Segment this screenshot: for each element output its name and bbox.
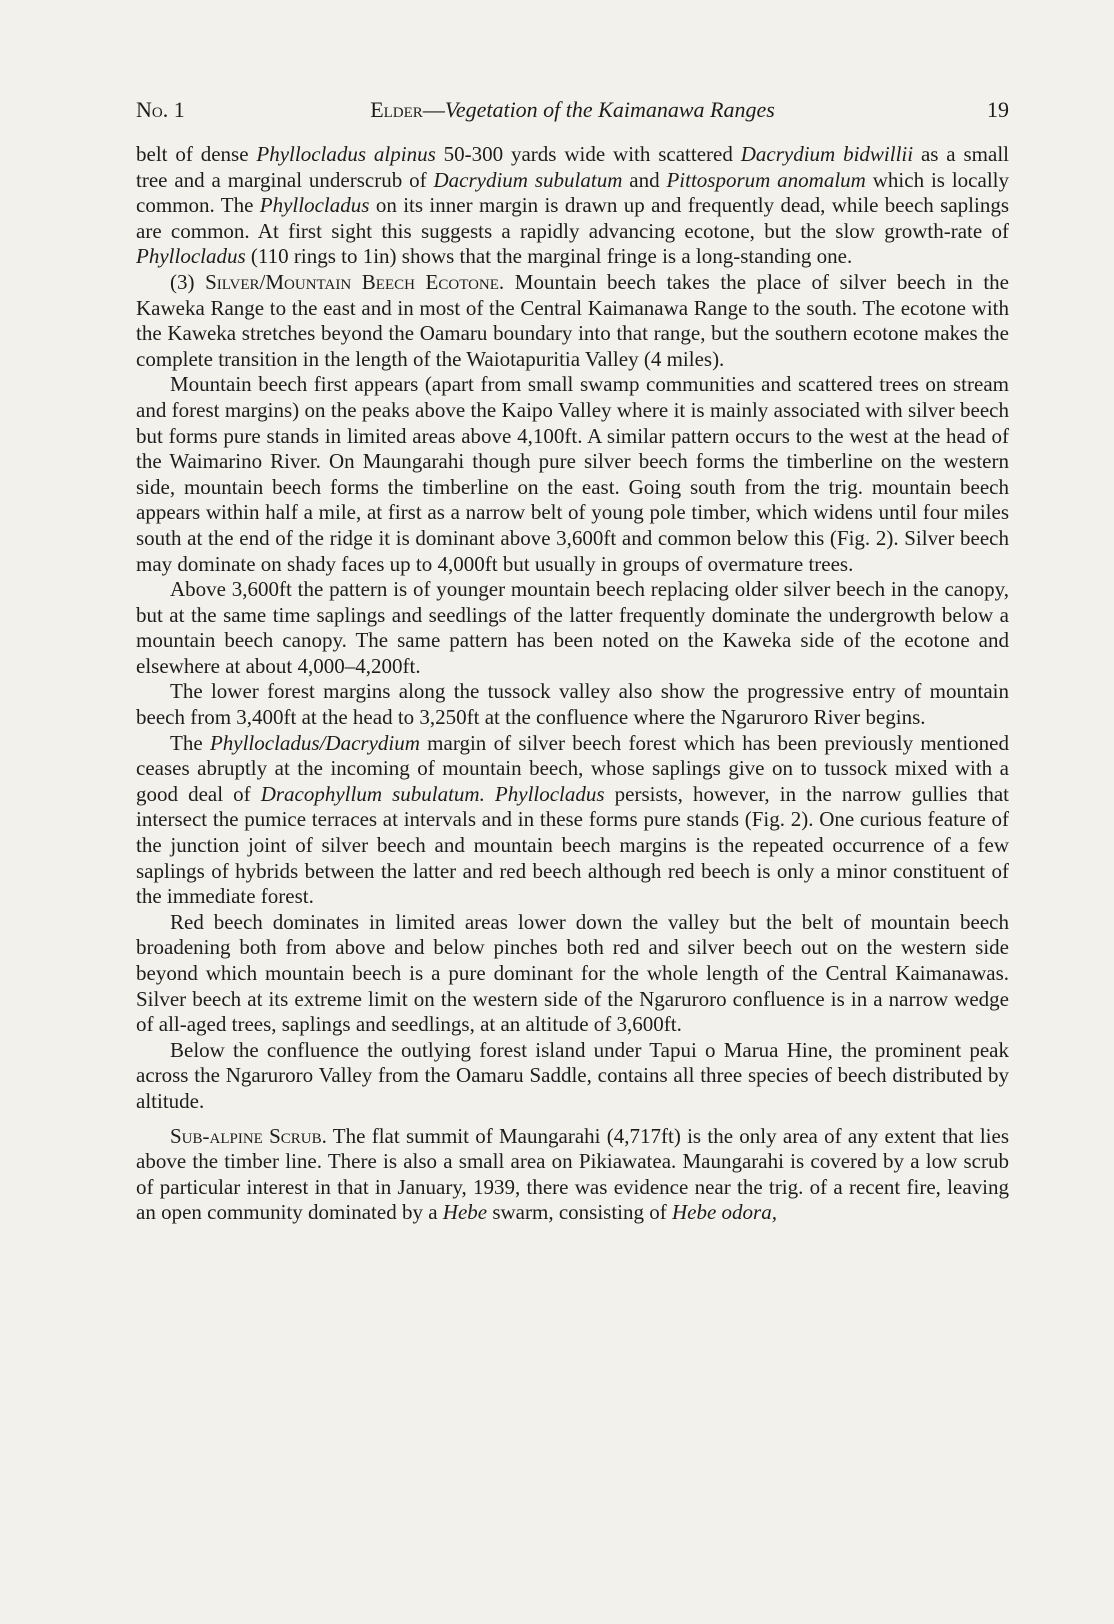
article-title: Vegetation of the Kaimanawa Ranges [444,97,775,122]
paragraph [136,142,1009,270]
paragraph [136,910,1009,1038]
paragraph [136,270,1009,372]
text-run: belt of dense [136,142,257,166]
italic-term: Hebe [442,1200,488,1225]
section-heading: Sub-alpine Scrub. [170,1123,327,1148]
text-run: The lower forest margins along the tussock valley also show the progressive entry of mountain beech from 3,400ft at the head to 3,250ft at the confluence where the Ngaruroro River begins. [136,679,1009,730]
italic-term: Dacrydium bidwillii [740,142,914,166]
text-run: persists, however, in the narrow gullies that intersect the pumice terraces at intervals and in these forms pure stands (Fig. 2). One curious feature of the junction joint of silver beech and mountain beech margins is the repeated occurrence of a few saplings of hybrids between the latter and red beech although red beech is only a minor constituent of the immediate forest. [136,781,1009,909]
issue-number: No. 1 [136,97,185,122]
paragraph [136,731,1009,910]
article-body [136,142,1009,1226]
author-name: Elder [370,97,423,122]
paragraph [136,372,1009,577]
italic-term: Phyllocladus/Dacrydium [209,730,420,755]
text-run: (110 rings to 1in) shows that the marginal fringe is a long-standing one. [245,244,853,269]
italic-term: Pittosporum anomalum [666,167,866,192]
italic-term: Phyllocladus [136,244,246,269]
text-run: Below the confluence the outlying forest island under Tapui o Marua Hine, the prominent peak across the Ngaruroro Valley from the Oamaru Saddle, contains all three species of beech distributed by altitude. [136,1037,1009,1113]
text-run: Above 3,600ft the pattern is of younger mountain beech replacing older silver beech in the canopy, but at the same time saplings and seedlings of the latter frequently dominate the undergrowth below a mountain beech canopy. The same pattern has been noted on the Kaweka side of the ecotone and elsewhere at about 4,000–4,200ft. [136,577,1009,678]
text-run: Red beech dominates in limited areas lower down the valley but the belt of mountain beech broadening both from above and below pinches both red and silver beech out on the western side beyond which mountain beech is a pure dominant for the whole length of the Central Kaimanawas. Silver beech at its extreme limit on the western side of the Ngaruroro confluence is in a narrow wedge of all-aged trees, saplings and seedlings, at an altitude of 3,600ft. [136,909,1009,1037]
text-run: swarm, consisting of [487,1200,672,1225]
running-title [136,92,1009,128]
title-dash: — [422,97,445,122]
italic-term: Phyllocladus [494,781,605,806]
text-run: (3) [170,269,206,294]
italic-term: Dracophyllum subulatum. [260,781,485,806]
text-run: as a small tree and a marginal underscrub of [136,142,1009,192]
italic-term: Hebe odora, [672,1200,777,1225]
text-run: on its inner margin is drawn up and frequently dead, while beech saplings are common. At first sight this suggests a rapidly advancing ecotone, but the slow growth-rate of [136,193,1009,243]
italic-term: Phyllocladus [259,193,370,218]
text-run: The flat summit of Maungarahi (4,717ft) is the only area of any extent that lies above the timber line. There is also a small area on Pikiawatea. Maungarahi is covered by a low scrub of particular interest in that in January, 1939, there was evidence near the trig. of a recent fire, leaving an open community dominated by a [136,1123,1009,1225]
text-run: 50-300 yards wide with scattered [435,142,741,166]
page-number: 19 [987,97,1009,122]
italic-term: Dacrydium subulatum [433,167,623,192]
text-run: Mountain beech takes the place of silver beech in the Kaweka Range to the east and in most of the Central Kaimanawa Range to the south. The ecotone with the Kaweka stretches beyond the Oamaru boundary into that range, but the southern ecotone makes the complete transition in the length of the Waiotapuritia Valley (4 miles). [136,269,1009,371]
text-run: margin of silver beech forest which has been previously mentioned ceases abruptly at the incoming of mountain beech, whose saplings give on to tussock mixed with a good deal of [136,730,1009,806]
text-run [485,782,495,806]
running-header [136,92,1009,128]
text-run: The [170,730,210,755]
section-heading: Silver/Mountain Beech Ecotone. [205,269,505,294]
paragraph [136,1124,1009,1226]
text-run: and [622,167,667,192]
text-run: which is locally common. The [136,167,1009,218]
text-run: Mountain beech first appears (apart from small swamp communities and scattered trees on stream and forest margins) on the peaks above the Kaipo Valley where it is mainly associated with silver beech but forms pure stands in limited areas above 4,100ft. A similar pattern occurs to the west at the head of the Waimarino River. On Maungarahi though pure silver beech forms the timberline on the western side, mountain beech forms the timberline on the east. Going south from the trig. mountain beech appears within half a mile, at first as a narrow belt of young pole timber, which widens until four miles south at the end of the ridge it is dominant above 3,600ft and common below this (Fig. 2). Silver beech may dominate on shady faces up to 4,000ft but usually in groups of overmature trees. [136,372,1009,576]
paragraph [136,577,1009,679]
paragraph [136,1038,1009,1115]
italic-term: Phyllocladus alpinus [256,142,436,166]
paragraph [136,679,1009,730]
